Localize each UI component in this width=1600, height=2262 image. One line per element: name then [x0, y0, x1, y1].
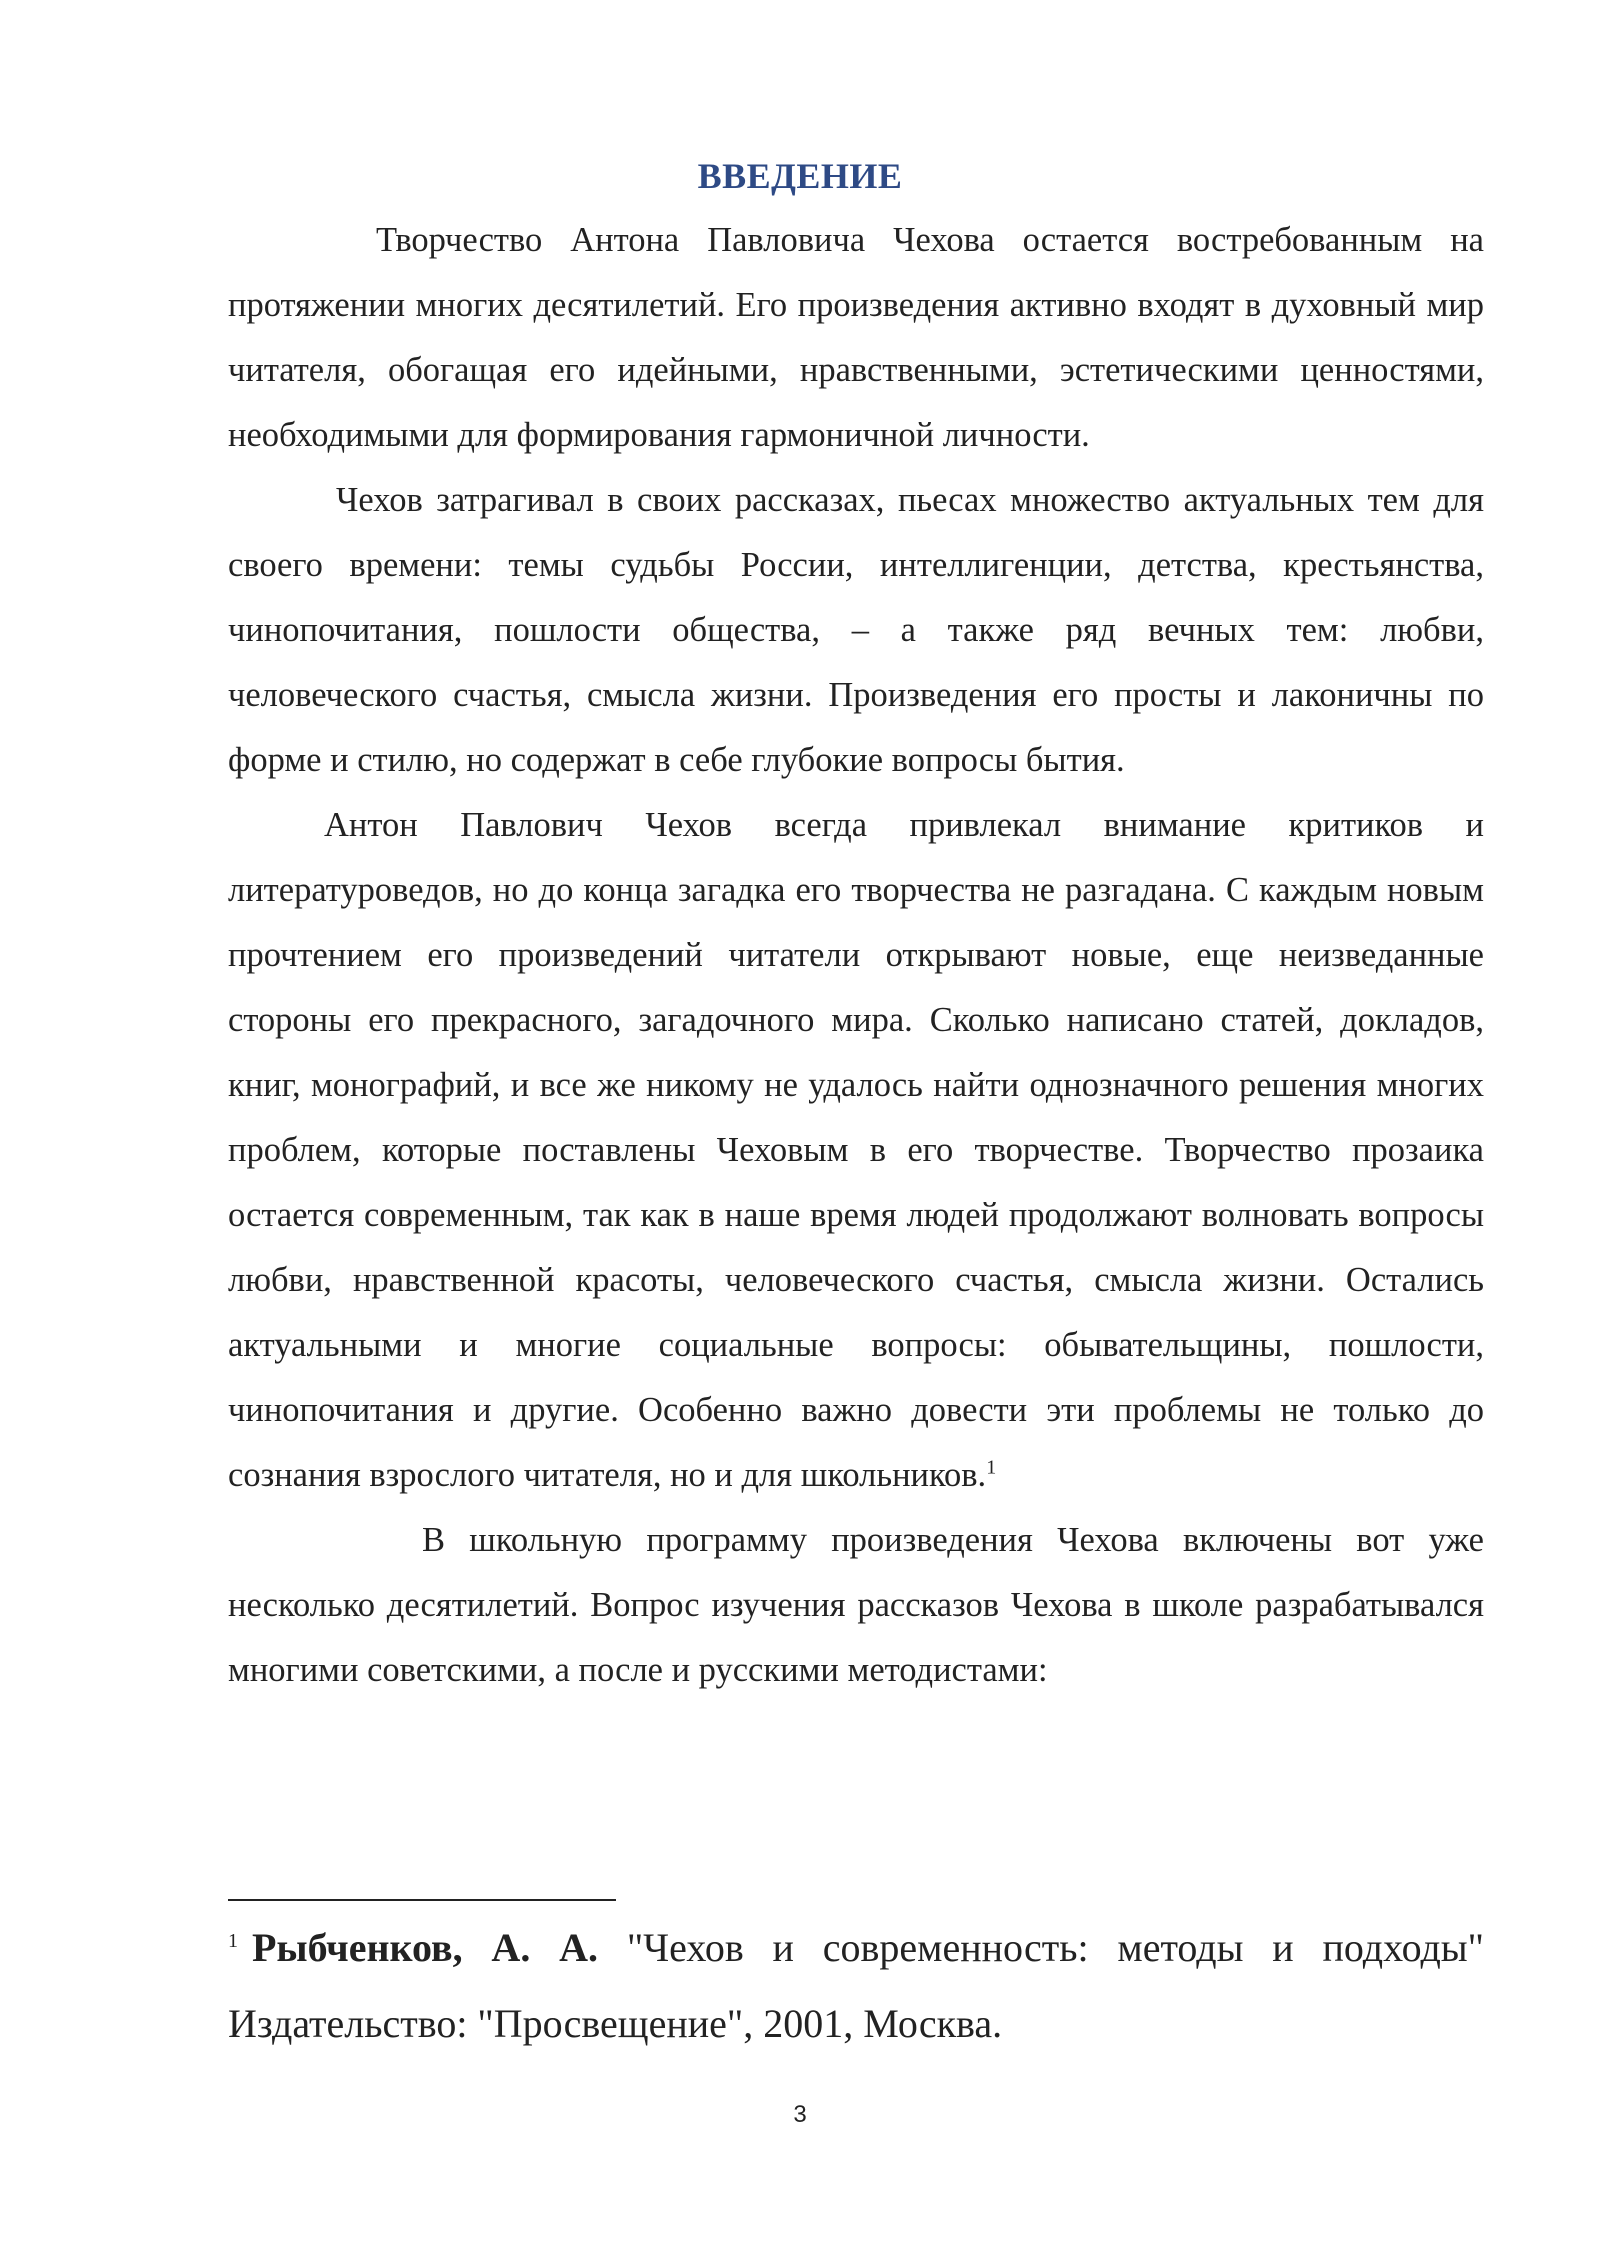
- page-number: 3: [793, 2101, 807, 2128]
- page-title: ВВЕДЕНИЕ: [697, 156, 903, 196]
- body-text: [228, 208, 1484, 1703]
- paragraph-text: Творчество Антона Павловича Чехова остается востребованным на протяжении многих десятилетий. Его произведения активно входят в духовный мир читателя, обогащая его идейными, нравственными, эстетическими ценностями, необходимыми для формирования гармоничной личности.: [228, 221, 1484, 454]
- paragraph: [228, 208, 1484, 468]
- footnote-number: 1: [228, 1929, 238, 1952]
- paragraph-text: Антон Павлович Чехов всегда привлекал внимание критиков и литературоведов, но до конца загадка его творчества не разгадана. С каждым новым прочтением его произведений читатели открывают новые, еще неизведанные стороны его прекрасного, загадочного мира. Сколько написано статей, докладов, книг, монографий, и все же никому не удалось найти однозначного решения многих проблем, которые поставлены Чеховым в его творчестве. Творчество прозаика остается современным, так как в наше время людей продолжают волновать вопросы любви, нравственной красоты, человеческого счастья, смысла жизни. Остались актуальными и многие социальные вопросы: обывательщины, пошлости, чинопочитания и другие. Особенно важно довести эти проблемы не только до сознания взрослого читателя, но и для школьников.: [228, 806, 1484, 1494]
- paragraph: [228, 793, 1484, 1508]
- paragraph: [228, 1508, 1484, 1703]
- footnote-author: Рыбченков, А. А.: [252, 1925, 599, 1970]
- paragraph-text: Чехов затрагивал в своих рассказах, пьесах множество актуальных тем для своего времени: темы судьбы России, интеллигенции, детства, крестьянства, чинопочитания, пошлости общества, – а также ряд вечных тем: любви, человеческого счастья, смысла жизни. Произведения его просты и лаконичны по форме и стилю, но содержат в себе глубокие вопросы бытия.: [228, 481, 1484, 779]
- footnote-text: "Чехов и современность: методы и подходы" Издательство: "Просвещение", 2001, Москва.: [228, 1925, 1484, 2046]
- paragraph: [228, 468, 1484, 793]
- footnote: [228, 1910, 1484, 2062]
- paragraph-text: В школьную программу произведения Чехова включены вот уже несколько десятилетий. Вопрос изучения рассказов Чехова в школе разрабатывался многими советскими, а после и русскими методистами:: [228, 1521, 1484, 1689]
- footnote-reference[interactable]: 1: [986, 1456, 997, 1479]
- footnote-separator: [228, 1899, 616, 1901]
